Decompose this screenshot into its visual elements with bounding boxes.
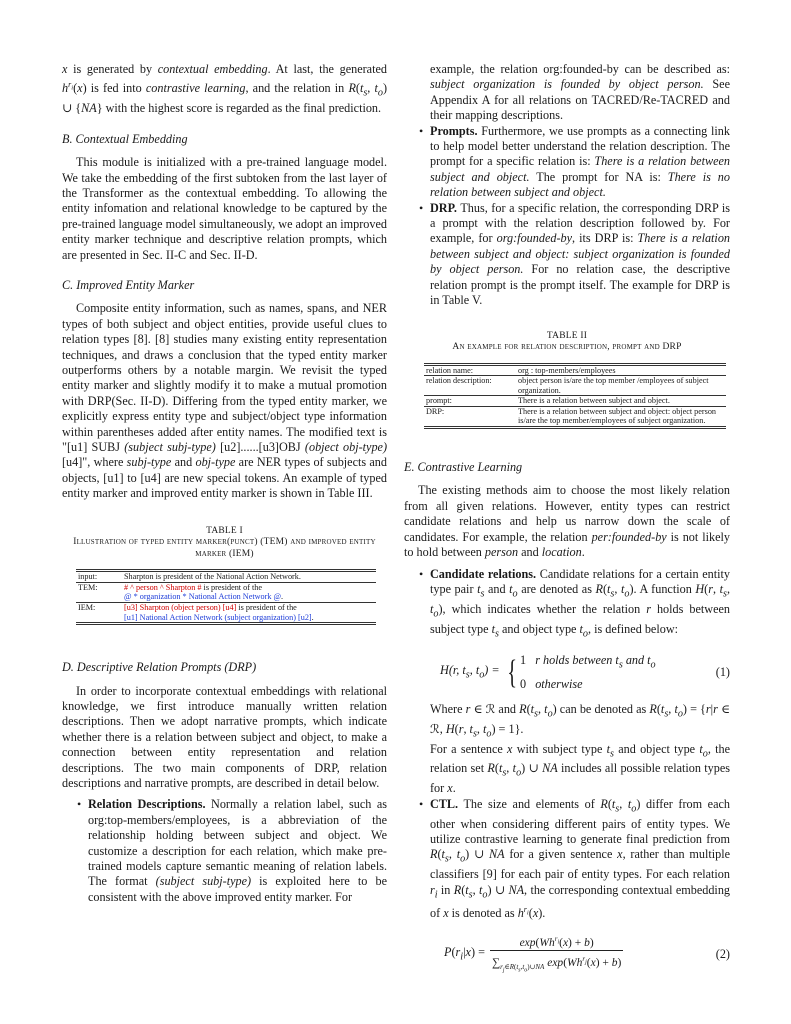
table1-value: # ^ person ^ Sharpton # is president of the @ * organization * National Action Network @. xyxy=(122,582,376,602)
section-c-paragraph: Composite entity information, such as names, spans, and NER types of both subject and object entities, provide useful clues to relation types [8]. [8] studies many existing entity representation techniques, and draws a conclusion that the typed entity marker outperforms others by a notable margin. We revisit the typed entity marker and slightly modify it to make a mutual promotion with DRP(Sec. II-D). Differing from the typed entity marker, we explicitly express entity type and subject/object type information within parentheses added after entity names. The modified text is "[u1] SUBJ (subject subj-type) [u2]......[u3]OBJ (object obj-type)[u4]", where subj-type and obj-type are NER types of subjects and objects, [u1] to [u4] are new special tokens. An example of typed entity marker and improved entity marker is shown in Table III. xyxy=(62,301,388,501)
table1-value: [u3] Sharpton (object person) [u4] is president of the [u1] National Action Network (subject organization) [u2]. xyxy=(122,602,376,623)
table2 xyxy=(424,363,726,430)
bullet-ctl: • CTL. The size and elements of $R(t_s$, $t_o$) differ from each other when considering different pairs of entity types. We utilize contrastive learning to generate final prediction from $R(t_s$, $t_o$) ∪ NA for a given sentence x, rather than multiple classifiers [9] for each pair of entity types. For each relation $r_i$ in $R(t_s$, $t_o$) ∪ NA, the corresponding contextual embedding of x is denoted as $h^{r_i}(x)$. $P(r_i|x)$ = $\exp(Wh^{r_i}(x) + b)$ $\sum_{r_j\in R(t_s,t_o)\cup NA}$ $\exp(Wh^{r_j}(x) + b)$ (2) xyxy=(430,797,730,978)
table2-value: There is a relation between subject and object: object person is/are the top member/employees of subject organization. xyxy=(516,406,726,427)
continued-text: example, the relation org:founded-by can be described as: subject organization is founded by object person. See Appendix A for all relations on TACRED/Re-TACRED and their mapping descriptions. xyxy=(430,62,730,123)
table1-label: TABLE I xyxy=(206,525,243,536)
bullet-prompts: • Prompts. Furthermore, we use prompts as a connecting link to help model better understand the relation description. The prompt for a specific relation is: There is a relation between subject and object. The prompt for NA is: There is no relation between subject and object. xyxy=(430,124,730,201)
section-b-heading: B. Contextual Embedding xyxy=(62,131,188,146)
table1-key: IEM: xyxy=(76,602,122,623)
equation-1-number: (1) xyxy=(715,664,730,679)
bullet-relation-descriptions: • Relation Descriptions. Normally a relation label, such as org:top-members/employees, is a abbreviation of the relationship holding between subject and object. We customize a description for each relation, which make pre-trained models capture semantic meaning of relation labels. The format (subject subj-type) is exploited here to be consistent with the above improved entity marker. For xyxy=(88,797,387,905)
equation-2: $P(r_i|x)$ = $\exp(Wh^{r_i}(x) + b)$ $\sum_{r_j\in R(t_s,t_o)\cup NA}$ $\exp(Wh^{r_j}(x) + b)$ (2) xyxy=(430,932,730,977)
right-column xyxy=(404,62,730,977)
section-e-paragraph: The existing methods aim to choose the most likely relation from all given relations. However, entity types can restrict candidate relations and help us narrow down the scale of candidates. For example, the relation per:founded-by is not likely to hold between person and location. xyxy=(404,483,730,560)
table2-value: org : top-members/employees xyxy=(516,364,726,376)
section-c-heading: C. Improved Entity Marker xyxy=(62,277,195,292)
bullet-drp: • DRP. Thus, for a specific relation, the corresponding DRP is a prompt with the relation description followed by. For example, for org:founded-by, its DRP is: There is a relation between subject and object: subject organization is founded by object person. For no relation case, the descriptive relation prompt is the prompt itself. The example for DRP is in Table V. xyxy=(430,201,730,309)
table1-value: Sharpton is president of the National Action Network. xyxy=(122,571,376,583)
table2-value: There is a relation between subject and object. xyxy=(516,396,726,407)
intro-paragraph: x is generated by contextual embedding. At last, the generated $h^{r_i}(x)$ is fed into contrastive learning, and the relation in $R(t_s$, $t_o$) ∪ {NA} with the highest score is regarded as the final prediction. xyxy=(62,62,388,116)
section-d-heading: D. Descriptive Relation Prompts (DRP) xyxy=(62,660,257,675)
bullet-candidate-relations: • Candidate relations. Candidate relations for a certain entity type pair $t_s$ and $t_o$ are denoted as $R(t_s$, $t_o$). A function H(r, $t_s$, $t_o$), which indicates whether the relation r holds between subject type $t_s$ and object type $t_o$, is defined below: H(r, $t_s$, $t_o$) = { 1 r holds between $t_s$ and $t_o$ 0 otherwise (1) Where r ∈ ℛ and $R(t_s$, $t_o$) can be denoted as $R(t_s$, $t_o) = \{r|r$ ∈ ℛ, H(r, $t_s$, $t_o) = 1$}. For a sentence x with subject type $t_s$ and object type $t_o$, the relation set $R(t_s$, $t_o$) ∪ NA includes all possible relation types for x. xyxy=(430,567,730,797)
table2-key: relation description: xyxy=(424,376,516,396)
table2-key: DRP: xyxy=(424,406,516,427)
table1-key: input: xyxy=(76,571,122,583)
section-d-paragraph: In order to incorporate contextual embeddings with relational knowledge, we first introduce manually written relation descriptions. Then we adopt narrative prompts, which indicate whether there is a relation between subject and object, to make a connection between entity representation and relation descriptions. The two main components of DRP, relation descriptions and narrative prompts, are described in detail below. xyxy=(62,683,387,790)
for-paragraph: For a sentence x with subject type $t_s$ and object type $t_o$, the relation set $R(t_s$, $t_o$) ∪ NA includes all possible relation types for x. xyxy=(430,741,730,796)
table1-key: TEM: xyxy=(76,582,122,602)
table2-key: prompt: xyxy=(424,396,516,407)
table1-caption: Illustration of typed entity marker(punct) (TEM) and improved entity marker (IEM) xyxy=(73,537,376,559)
where-paragraph: Where r ∈ ℛ and $R(t_s$, $t_o$) can be denoted as $R(t_s$, $t_o) = \{r|r$ ∈ ℛ, H(r, $t_s$, $t_o) = 1$}. xyxy=(430,701,731,740)
table2-label: TABLE II xyxy=(546,330,588,341)
table2-key: relation name: xyxy=(424,364,516,376)
section-b-paragraph: This module is initialized with a pre-trained language model. We take the embedding of the first subtoken from the last layer of the Transformer as the contextual embedding. To allowing the entity infomation and relational knowledge to be captured by the pre-trained language model simultaneously, we adopt an improved entity marker technique and descriptive relation prompts, which are presented in Sec. II-C and Sec. II-D. xyxy=(62,155,387,262)
left-column xyxy=(62,62,387,905)
drp-bullet-list xyxy=(62,797,387,905)
equation-2-number: (2) xyxy=(715,946,730,961)
section-e-heading: E. Contrastive Learning xyxy=(404,460,523,475)
table2-value: object person is/are the top member /employees of subject organization. xyxy=(516,376,726,396)
equation-1: H(r, $t_s$, $t_o$) = { 1 r holds between $t_s$ and $t_o$ 0 otherwise (1) xyxy=(440,653,730,691)
table1 xyxy=(76,569,376,625)
table2-caption: An example for relation description, prompt and DRP xyxy=(452,342,682,352)
